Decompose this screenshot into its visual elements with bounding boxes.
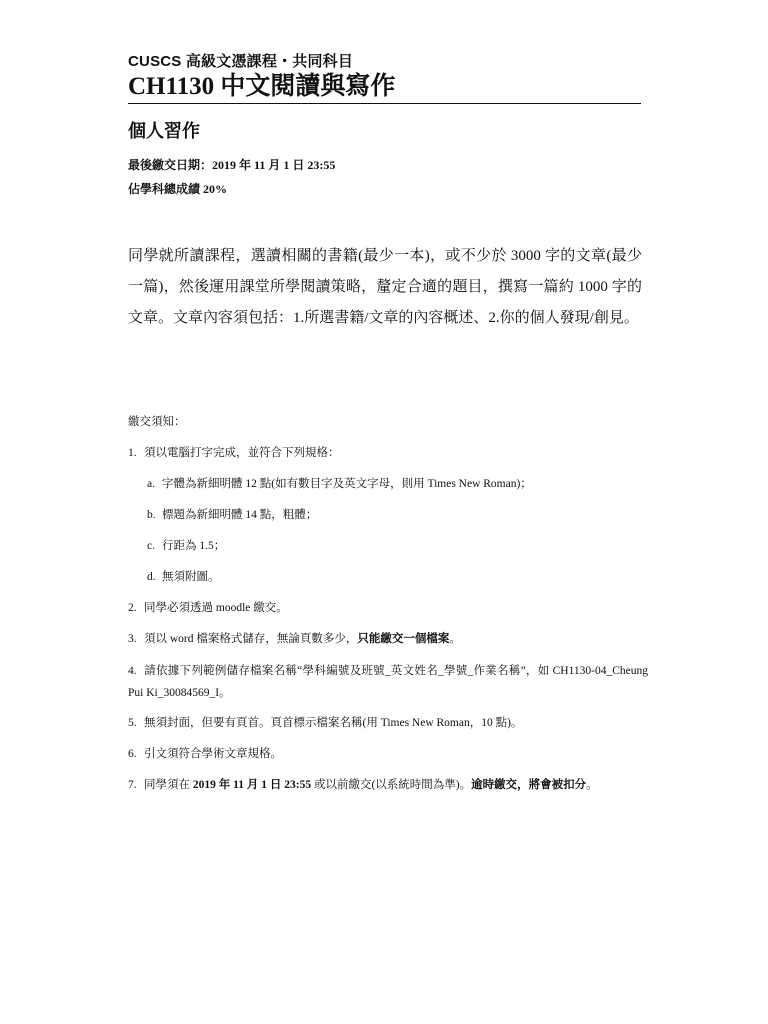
note-item-6 [128, 744, 648, 764]
note-text-end: 。 [449, 633, 461, 645]
note-text-middle: 或以前繳交(以系統時間為準)。 [311, 779, 472, 791]
note-number: 2. [128, 602, 137, 614]
note-number: 7. [128, 779, 137, 791]
note-text: 同學須在 [144, 779, 193, 791]
subitem-letter: c. [147, 540, 155, 552]
note-text: 無須封面，但要有頁首。頁首標示檔案名稱(用 Times New Roman，10 點)。 [144, 717, 523, 729]
deadline-text: 最後繳交日期：2019 年 11 月 1 日 23:55 [128, 158, 336, 172]
note-number: 3. [128, 633, 137, 645]
submission-notes [128, 412, 648, 806]
note-number: 1. [128, 447, 137, 459]
note-subitem-d [128, 567, 648, 587]
note-text: 同學必須透過 moodle 繳交。 [144, 602, 288, 614]
note-subitem-a [128, 474, 648, 494]
note-text-end: 。 [586, 779, 598, 791]
subitem-text: 無須附圖。 [162, 571, 220, 583]
note-text: 須以電腦打字完成，並符合下列規格： [144, 447, 340, 459]
deadline-emphasis: 2019 年 11 月 1 日 23:55 [192, 779, 312, 791]
organization-header: CUSCS 高級文憑課程・共同科目 [128, 53, 354, 70]
header-divider [128, 103, 641, 104]
note-text: 引文須符合學術文章規格。 [144, 748, 282, 760]
note-number: 4. [128, 665, 137, 677]
note-item-7 [128, 775, 648, 795]
assignment-title: 個人習作 [128, 121, 200, 141]
course-title: CH1130 中文閱讀與寫作 [128, 73, 396, 100]
note-item-3 [128, 629, 648, 649]
note-item-2 [128, 598, 648, 618]
late-penalty-emphasis: 逾時繳交，將會被扣分 [471, 779, 587, 791]
note-subitem-c [128, 536, 648, 556]
subitem-text: 字體為新細明體 12 點(如有數目字及英文字母，則用 Times New Roman)； [162, 478, 532, 490]
note-subitem-b [128, 505, 648, 525]
note-text: 請依據下列範例儲存檔案名稱“學科編號及班號_英文姓名_學號_作業名稱”，如 CH1130-04_Cheung Pui Ki_30084569_I。 [128, 665, 648, 699]
notes-heading: 繳交須知： [128, 416, 186, 428]
note-text: 須以 word 檔案格式儲存，無論頁數多少， [144, 633, 358, 645]
note-item-5 [128, 713, 648, 733]
assignment-instructions: 同學就所讀課程，選讀相關的書籍(最少一本)，或不少於 3000 字的文章(最少一篇)，然後運用課堂所學閱讀策略，釐定合適的題目，撰寫一篇約 1000 字的文章。文章內容須包括：1.所選書籍/文章的內容概述、2.你的個人發現/創見。 [128, 248, 642, 326]
subitem-letter: a. [147, 478, 155, 490]
subitem-text: 行距為 1.5； [162, 540, 226, 552]
subitem-text: 標題為新細明體 14 點，粗體； [162, 509, 318, 521]
note-number: 5. [128, 717, 137, 729]
note-item-4 [128, 660, 648, 704]
grade-weight-text: 佔學科總成績 20% [128, 182, 228, 196]
note-number: 6. [128, 748, 137, 760]
note-item-1 [128, 443, 648, 463]
subitem-letter: d. [147, 571, 156, 583]
note-emphasis: 只能繳交一個檔案 [357, 633, 450, 645]
subitem-letter: b. [147, 509, 156, 521]
